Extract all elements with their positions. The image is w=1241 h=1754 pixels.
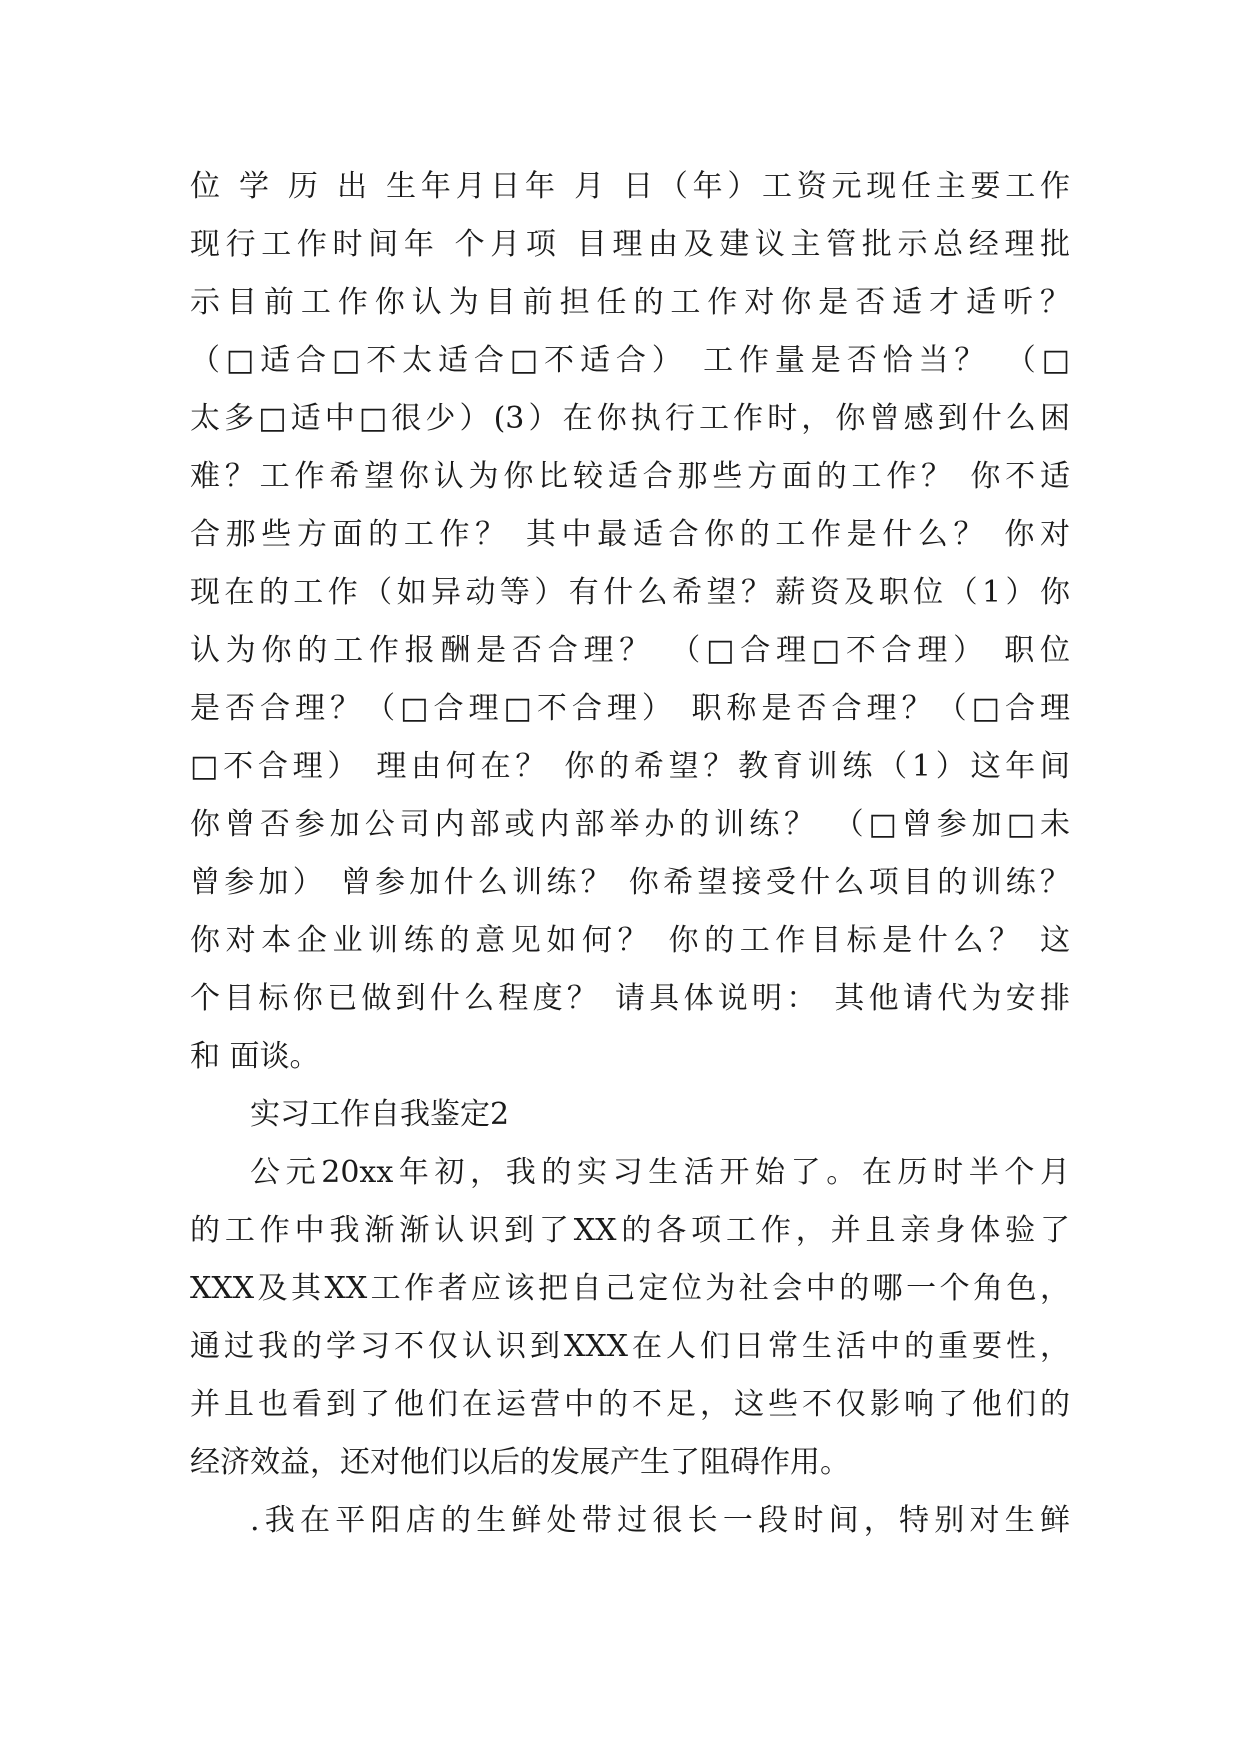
text-line: 位 学 历 出 生年月日年 月 日（年）工资元现任主要工作 [190,169,1070,204]
text-line: 和 面谈。 [190,1039,320,1074]
text-line: □不合理） 理由何在？ 你的希望？教育训练（1）这年间 [190,749,1070,784]
section-heading: 实习工作自我鉴定2 [250,1097,510,1132]
text-line: 难？工作希望你认为你比较适合那些方面的工作？ 你不适 [190,459,1070,494]
text-line: （□适合□不太适合□不适合） 工作量是否恰当？ （□ [190,343,1070,378]
internship-paragraph [190,1144,1070,1492]
text-line: 你对本企业训练的意见如何？ 你的工作目标是什么？ 这 [190,923,1070,958]
text-line: 个目标你已做到什么程度？ 请具体说明： 其他请代为安排 [190,981,1070,1016]
text-line: 是否合理？（□合理□不合理） 职称是否合理？（□合理 [190,691,1070,726]
questionnaire-paragraph [190,158,1070,1086]
document-body [190,158,1070,1550]
text-line: .我在平阳店的生鲜处带过很长一段时间，特别对生鲜 [250,1503,1070,1538]
text-line: 的工作中我渐渐认识到了XX的各项工作，并且亲身体验了 [190,1213,1070,1248]
text-line: 通过我的学习不仅认识到XXX在人们日常生活中的重要性， [190,1329,1070,1364]
text-line: 合那些方面的工作？ 其中最适合你的工作是什么？ 你对 [190,517,1070,552]
text-line: 你曾否参加公司内部或内部举办的训练？ （□曾参加□未 [190,807,1070,842]
fresh-produce-paragraph [190,1492,1070,1550]
text-line: 经济效益，还对他们以后的发展产生了阻碍作用。 [190,1445,850,1480]
text-line: 现在的工作（如异动等）有什么希望？薪资及职位（1）你 [190,575,1070,610]
text-line: 认为你的工作报酬是否合理？ （□合理□不合理） 职位 [190,633,1070,668]
text-line: 太多□适中□很少）(3）在你执行工作时，你曾感到什么困 [190,401,1070,436]
text-line: XXX及其XX工作者应该把自己定位为社会中的哪一个角色， [190,1271,1070,1306]
text-line: 示目前工作你认为目前担任的工作对你是否适才适听？ [190,285,1070,320]
text-line: 公元20xx年初，我的实习生活开始了。在历时半个月 [250,1155,1070,1190]
text-line: 现行工作时间年 个月项 目理由及建议主管批示总经理批 [190,227,1070,262]
text-line: 并且也看到了他们在运营中的不足，这些不仅影响了他们的 [190,1387,1070,1422]
text-line: 曾参加） 曾参加什么训练？ 你希望接受什么项目的训练？ [190,865,1070,900]
